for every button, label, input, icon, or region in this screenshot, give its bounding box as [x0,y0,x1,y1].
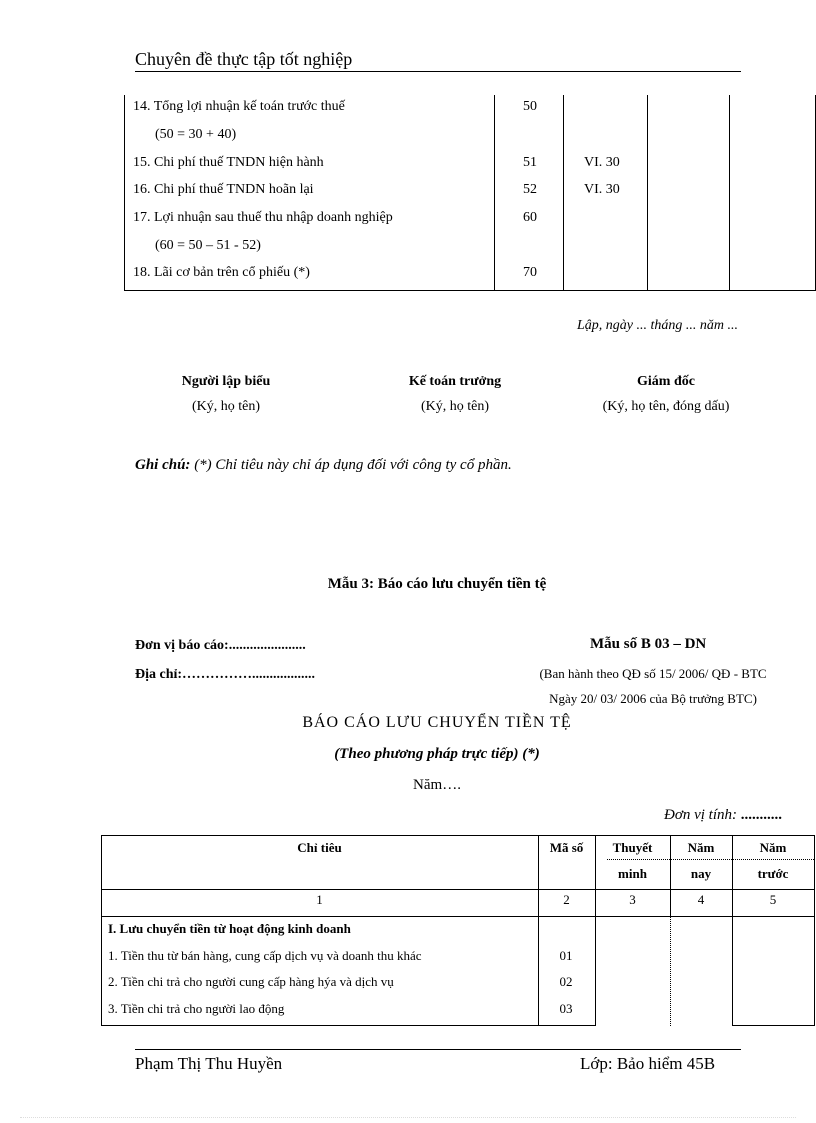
preparer-title: Người lập biểu [181,374,271,389]
row-code: 51 [523,155,537,170]
header-this-year-line-1: Năm [687,840,715,855]
row-code: 01 [559,948,573,963]
footnote [135,457,512,474]
table-border [101,835,102,1026]
issued-by-line-1: (Ban hành theo QĐ số 15/ 2006/ QĐ - BTC [539,666,767,681]
row-code: 60 [523,210,537,225]
col-number: 3 [629,892,636,907]
row-label: 2. Tiền chi trả cho người cung cấp hàng hýa và dịch vụ [108,974,394,989]
issued-by-line-2: Ngày 20/ 03/ 2006 của Bộ trưởng BTC) [549,691,757,706]
table-bottom-border [124,290,816,291]
address-line: Địa chỉ:…………….................. [135,667,316,682]
table-row [124,123,816,150]
row-label: 15. Chi phí thuế TNDN hiện hành [133,155,324,170]
signature-preparer [126,374,326,415]
col-number: 4 [697,892,705,907]
header-prev-year-line-2: trước [757,866,789,881]
preparer-hint: (Ký, họ tên) [191,399,261,414]
header-code: Mã số [549,840,584,855]
section-heading: I. Lưu chuyển tiền từ hoạt động kinh doanh [108,921,351,936]
col-number: 5 [769,892,777,907]
row-code: 70 [523,265,537,280]
table-border [538,835,539,1026]
footnote-text: (*) Chỉ tiêu này chỉ áp dụng đối với công ty cổ phần. [190,457,512,473]
report-method: (Theo phương pháp trực tiếp) (*) [334,746,540,762]
report-title: BÁO CÁO LƯU CHUYỂN TIỀN TỆ [302,714,572,731]
place-date-line: Lập, ngày ... tháng ... năm ... [577,318,738,333]
signature-director [566,374,766,415]
table-row [124,261,816,288]
report-year: Năm…. [413,777,461,793]
form-title: Mẫu 3: Báo cáo lưu chuyển tiền tệ [327,576,547,592]
row-formula: (50 = 30 + 40) [155,127,237,142]
director-hint: (Ký, họ tên, đóng dấu) [602,399,730,414]
row-label: 16. Chi phí thuế TNDN hoãn lại [133,182,314,197]
footnote-label: Ghi chú: [135,457,191,473]
header-note-line-2: minh [618,866,647,881]
table-border [101,916,815,917]
income-statement-table [124,95,816,291]
row-code: 03 [559,1001,573,1016]
footer-divider [135,1049,741,1050]
currency-unit-label: Đơn vị tính: [664,807,737,823]
col-number: 1 [316,892,323,907]
row-code: 50 [523,99,537,114]
table-border [101,1025,596,1026]
row-label: 14. Tổng lợi nhuận kế toán trước thuế [133,99,345,114]
table-border [670,916,671,1026]
reporting-unit: Đơn vị báo cáo:...................... [135,638,306,653]
row-code: 52 [523,182,537,197]
header-divider [135,71,741,72]
cash-flow-table [101,835,815,1026]
table-border [814,835,815,1026]
accountant-title: Kế toán trưởng [408,374,502,389]
form-code: Mẫu số B 03 – DN [590,636,707,652]
table-row [124,206,816,233]
header-prev-year-line-1: Năm [759,840,787,855]
accountant-hint: (Ký, họ tên) [420,399,490,414]
page-header-title: Chuyên đề thực tập tốt nghiệp [135,49,353,69]
signature-accountant [355,374,555,415]
table-border [732,1025,815,1026]
row-label: 1. Tiền thu từ bán hàng, cung cấp dịch vụ và doanh thu khác [108,948,422,963]
header-note-line-1: Thuyết [612,840,653,855]
header-indicator: Chỉ tiêu [297,840,342,855]
director-title: Giám đốc [637,374,695,389]
row-note: VI. 30 [584,155,620,170]
table-row [124,234,816,261]
currency-unit-value: ........... [737,807,782,823]
header-this-year-line-2: nay [690,866,712,881]
table-row [124,178,816,205]
table-row [124,95,816,122]
row-note: VI. 30 [584,182,620,197]
currency-unit [664,807,782,824]
row-label: 3. Tiền chi trả cho người lao động [108,1001,285,1016]
footer-author: Phạm Thị Thu Huyền [135,1054,283,1073]
row-label: 17. Lợi nhuận sau thuế thu nhập doanh nghiệp [133,210,393,225]
row-code: 02 [559,974,573,989]
page-edge-divider [20,1117,796,1118]
table-row [124,151,816,178]
footer-class: Lớp: Bảo hiểm 45B [580,1054,716,1073]
row-label: 18. Lãi cơ bản trên cổ phiếu (*) [133,265,310,280]
row-formula: (60 = 50 – 51 - 52) [155,238,261,253]
col-number: 2 [563,892,570,907]
